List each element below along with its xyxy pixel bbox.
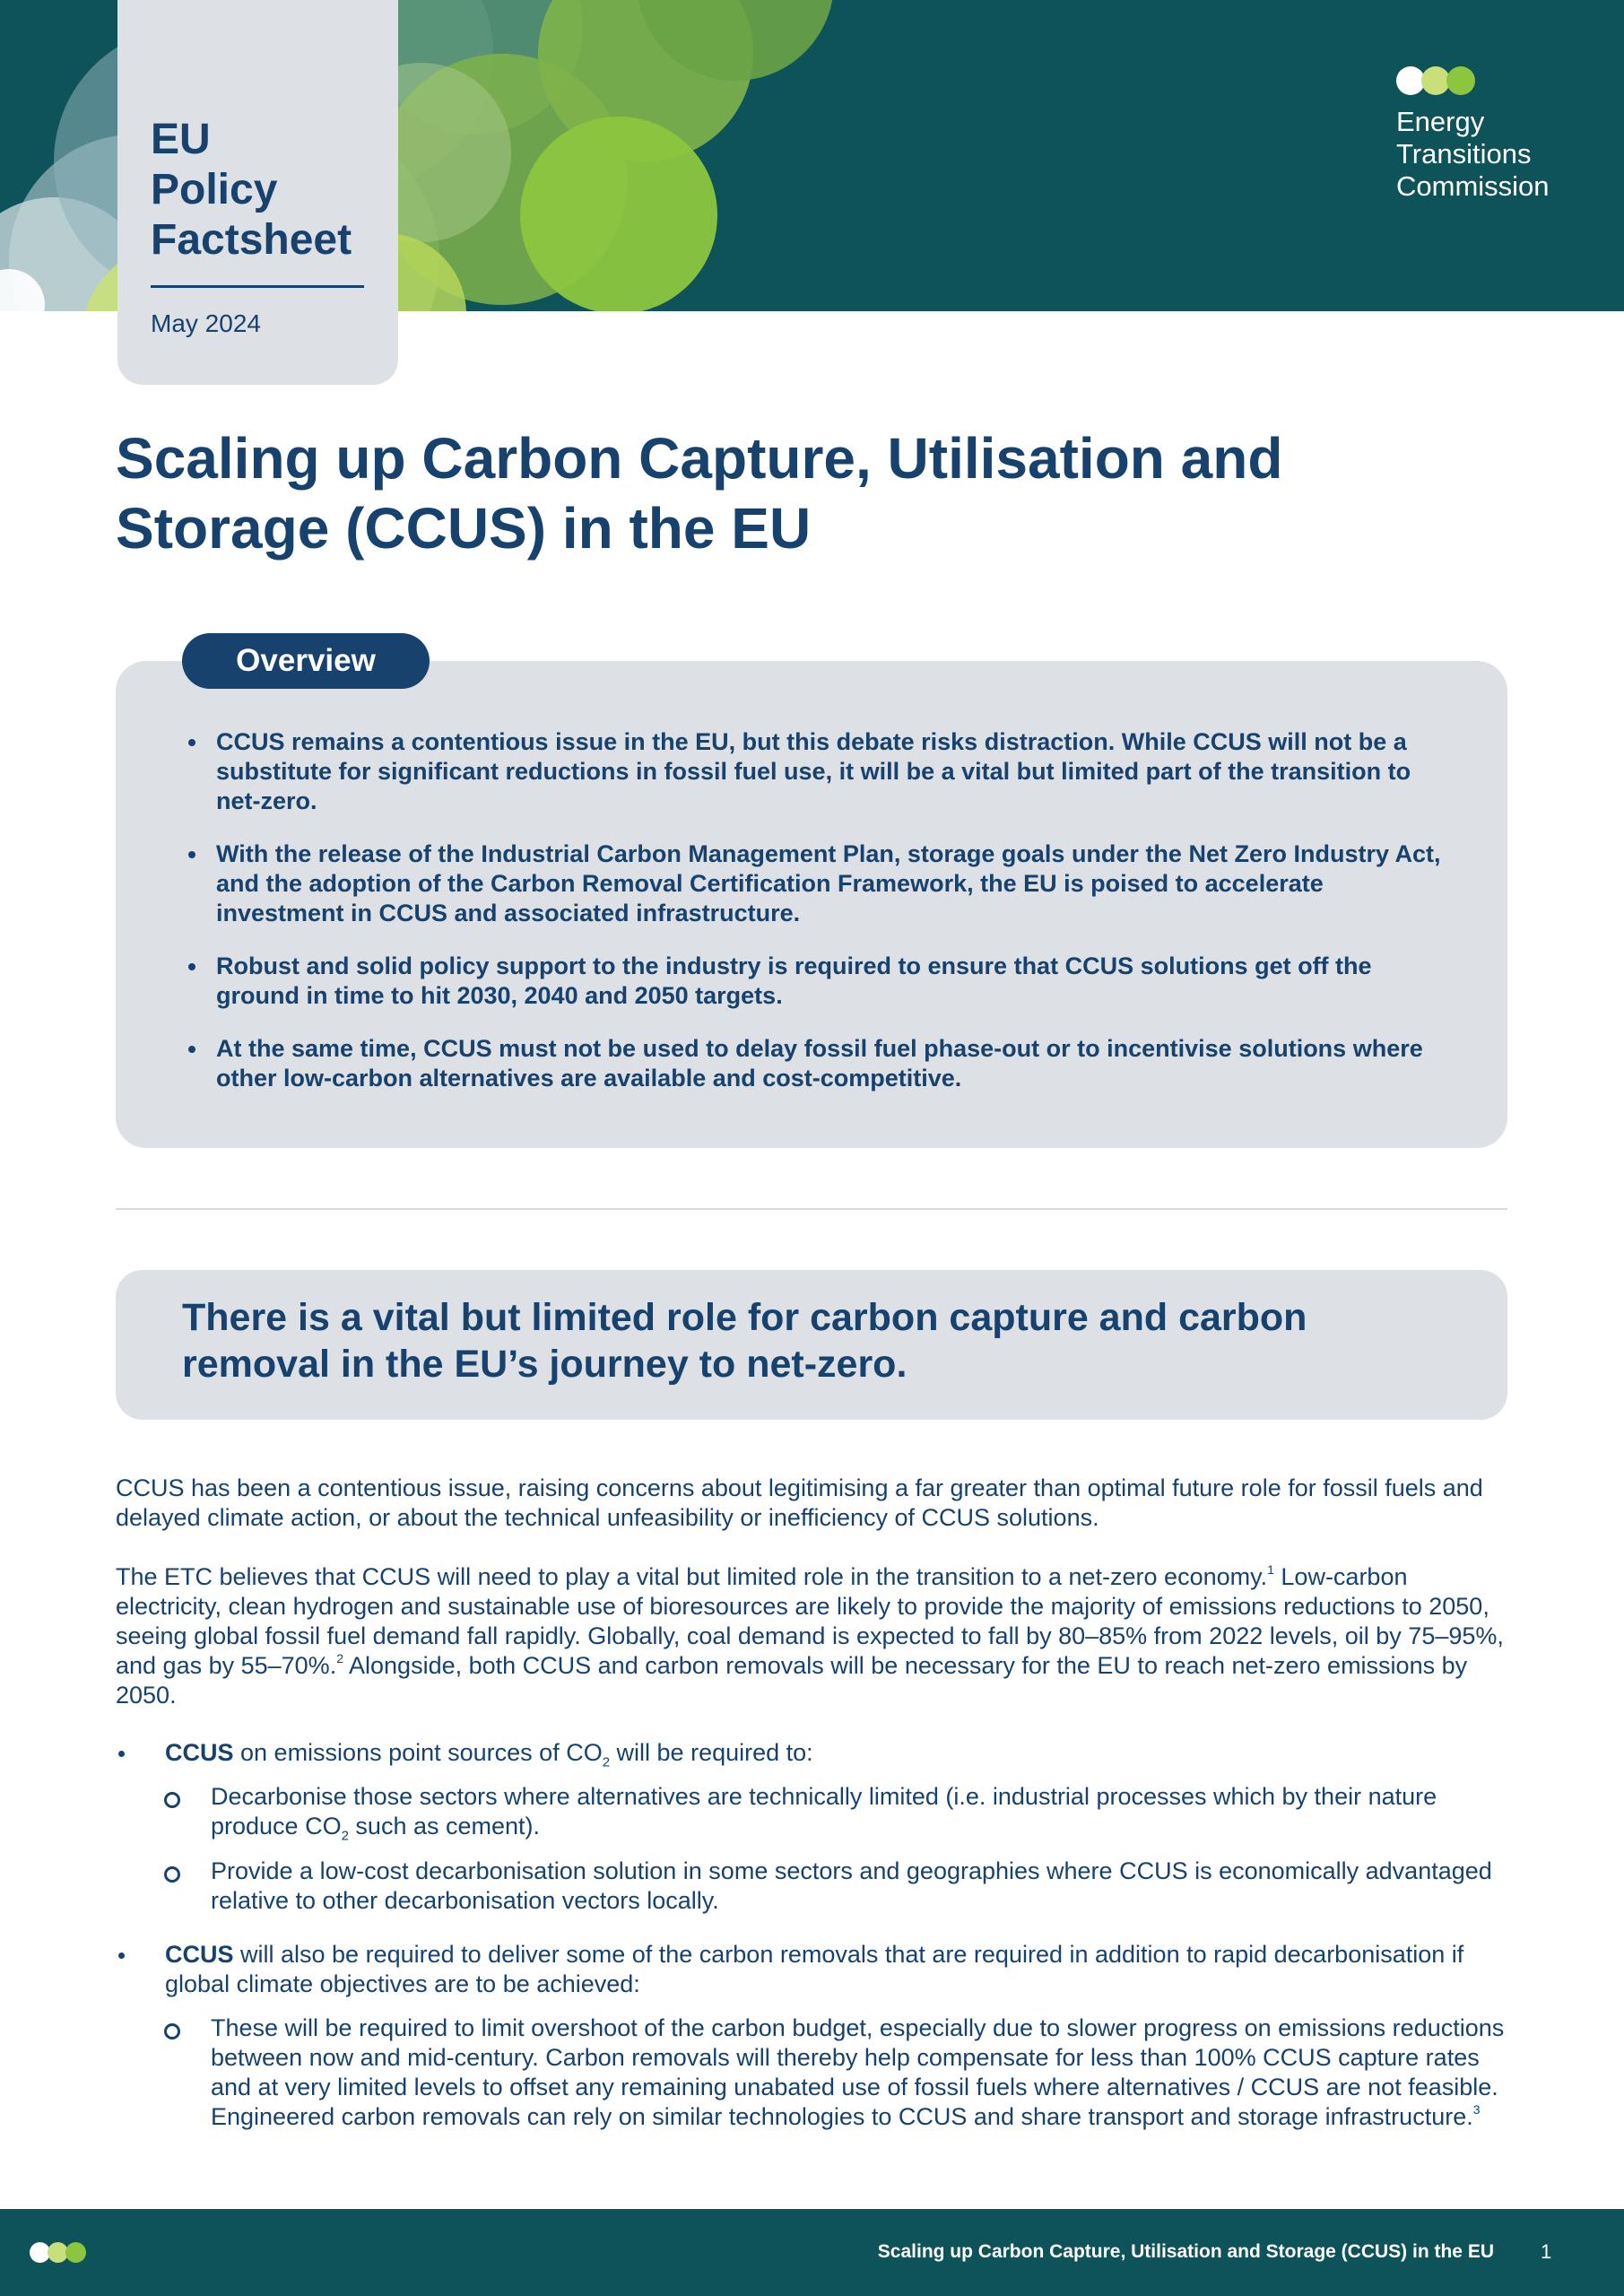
logo-line: Transitions bbox=[1396, 138, 1532, 170]
bold-term: CCUS bbox=[165, 1739, 234, 1766]
text-run: Alongside, both CCUS and carbon removals will be necessary for the EU to reach net-zero emissions by 2050. bbox=[116, 1652, 1468, 1709]
sub-list bbox=[165, 2013, 1507, 2132]
callout-text: There is a vital but limited role for carbon capture and carbon removal in the EU’s journey to net-zero. bbox=[182, 1296, 1307, 1386]
list-item bbox=[116, 1940, 1507, 2132]
logo-dot-green bbox=[1446, 66, 1475, 95]
list-item bbox=[116, 1738, 1507, 1916]
footnote-ref[interactable]: 2 bbox=[336, 1651, 343, 1665]
footer-logo-dots bbox=[30, 2242, 83, 2263]
ccus-bullet-list bbox=[116, 1738, 1507, 2156]
overview-list bbox=[216, 727, 1445, 1093]
footnote-ref[interactable]: 3 bbox=[1472, 2102, 1481, 2117]
overview-label: Overview bbox=[182, 633, 430, 689]
text-run: Decarbonise those sectors where alternatives are technically limited (i.e. industrial processes which by their nature produce CO bbox=[211, 1783, 1437, 1839]
text-run: on emissions point sources of CO bbox=[233, 1739, 603, 1766]
tag-line: Factsheet bbox=[151, 216, 352, 264]
overview-item: At the same time, CCUS must not be used to delay fossil fuel phase-out or to incentivise solutions where other low-carbon alternatives are available and cost-competitive. bbox=[216, 1034, 1445, 1093]
logo-line: Commission bbox=[1396, 170, 1550, 202]
tag-divider bbox=[151, 285, 364, 288]
factsheet-tag bbox=[117, 0, 398, 385]
sub-list-item bbox=[165, 1782, 1507, 1844]
sub-list-item bbox=[165, 2013, 1507, 2132]
body-paragraph: CCUS has been a contentious issue, raising concerns about legitimising a far greater than optimal future role for fossil fuels and delayed climate action, or about the technical unfeasibility or inefficiency of CCUS solutions. bbox=[116, 1474, 1483, 1531]
footnote-ref[interactable]: 1 bbox=[1267, 1562, 1274, 1577]
text-run: such as cement). bbox=[348, 1813, 541, 1839]
section-divider bbox=[116, 1208, 1507, 1210]
publication-date: May 2024 bbox=[151, 309, 261, 337]
page-number: 1 bbox=[1541, 2240, 1552, 2263]
text-run: will be required to: bbox=[610, 1739, 813, 1766]
etc-logo bbox=[1396, 66, 1550, 203]
logo-line: Energy bbox=[1396, 106, 1485, 137]
logo-dot-green bbox=[65, 2242, 86, 2263]
logo-text bbox=[1396, 106, 1550, 203]
text-run: Low-carbon electricity, clean hydrogen and sustainable use of bioresources are likely to provide the majority of emissions reductions to 2050, seeing global fossil fuel demand fall rapidly. Globally, coal demand is expected to fall by 80–85% from 2022 levels, oil by 75–95%, and gas by 55–70%. bbox=[116, 1563, 1504, 1679]
text-run: The ETC believes that CCUS will need to play a vital but limited role in the transition to a net-zero economy. bbox=[116, 1563, 1268, 1590]
logo-dots bbox=[1396, 66, 1550, 95]
overview-item: CCUS remains a contentious issue in the EU, but this debate risks distraction. While CCUS will not be a substitute for significant reductions in fossil fuel use, it will be a vital but limited part of the transition to net-zero. bbox=[216, 727, 1445, 816]
bold-term: CCUS bbox=[165, 1941, 234, 1968]
key-message-callout bbox=[116, 1270, 1507, 1420]
sub-list-item: Provide a low-cost decarbonisation solution in some sectors and geographies where CCUS is economically advantaged relative to other decarbonisation vectors locally. bbox=[165, 1857, 1507, 1916]
subscript: 2 bbox=[602, 1754, 611, 1770]
overview-item: With the release of the Industrial Carbon Management Plan, storage goals under the Net Zero Industry Act, and the adoption of the Carbon Removal Certification Framework, the EU is poised to accelerate investment in CCUS and associated infrastructure. bbox=[216, 839, 1445, 928]
tag-line: EU bbox=[151, 116, 211, 163]
body-paragraph bbox=[116, 1562, 1507, 1710]
factsheet-label bbox=[151, 115, 398, 265]
page-footer bbox=[0, 2209, 1624, 2296]
tag-line: Policy bbox=[151, 166, 278, 213]
text-run: will also be required to deliver some of the carbon removals that are required in addition to rapid decarbonisation if global climate objectives are to be achieved: bbox=[165, 1941, 1464, 1997]
sub-list bbox=[165, 1782, 1507, 1916]
overview-box bbox=[116, 661, 1507, 1148]
overview-item: Robust and solid policy support to the industry is required to ensure that CCUS solutions get off the ground in time to hit 2030, 2040 and 2050 targets. bbox=[216, 952, 1445, 1011]
text-run: These will be required to limit overshoot of the carbon budget, especially due to slower progress on emissions reductions between now and mid-century. Carbon removals will thereby help compensate for less than 100% CCUS capture rates and at very limited levels to offset any remaining unabated use of fossil fuels where alternatives / CCUS are not feasible. Engineered carbon removals can rely on similar technologies to CCUS and share transport and storage infrastructure. bbox=[211, 2014, 1505, 2130]
footer-title: Scaling up Carbon Capture, Utilisation and Storage (CCUS) in the EU bbox=[877, 2241, 1494, 2262]
page-title: Scaling up Carbon Capture, Utilisation and Storage (CCUS) in the EU bbox=[116, 426, 1283, 561]
subscript: 2 bbox=[341, 1828, 349, 1844]
